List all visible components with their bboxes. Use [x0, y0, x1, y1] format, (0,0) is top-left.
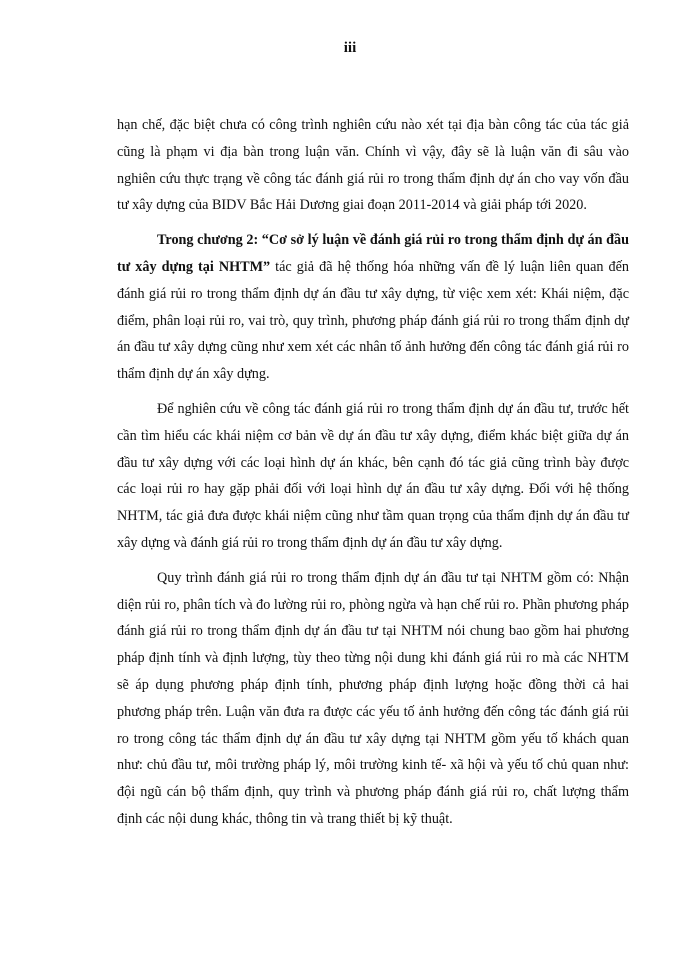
paragraph-concepts: Để nghiên cứu về công tác đánh giá rủi ro trong thẩm định dự án đầu tư, trước hết cần tìm hiểu các khái niệm cơ bản về dự án đầu tư xây dựng, điểm khác biệt giữa dự án đầu tư xây dựng với các loại hình dự án khác, bên cạnh đó tác giả cũng trình bày được các loại rủi ro hay gặp phải đối với loại hình dự án đầu tư xây dựng. Đối với hệ thống NHTM, tác giả đưa được khái niệm cũng như tầm quan trọng của thẩm định dự án đầu tư xây dựng và đánh giá rủi ro trong thẩm định dự án đầu tư xây dựng.: [117, 400, 629, 551]
document-body: [117, 112, 629, 841]
paragraph-chapter-2-summary: [117, 227, 629, 388]
chapter-2-heading-bold: Trong chương 2: “Cơ sở lý luận về đánh giá rủi ro trong thẩm định dự án đầu tư xây dựng tại NHTM”: [117, 232, 629, 275]
paragraph-text: tác giả đã hệ thống hóa những vấn đề lý luận liên quan đến đánh giá rủi ro trong thẩm định dự án đầu tư xây dựng, từ việc xem xét: Khái niệm, đặc điểm, phân loại rủi ro, vai trò, quy trình, phương pháp đánh giá rủi ro trong thẩm định dự án đầu tư xây dựng cũng như xem xét các nhân tố ảnh hưởng đến công tác đánh giá rủi ro thẩm định dự án xây dựng.: [117, 258, 629, 383]
page-number: iii: [343, 40, 357, 56]
paragraph-process: Quy trình đánh giá rủi ro trong thẩm định dự án đầu tư tại NHTM gồm có: Nhận diện rủi ro, phân tích và đo lường rủi ro, phòng ngừa và hạn chế rủi ro. Phần phương pháp đánh giá rủi ro trong thẩm định dự án đầu tư tại NHTM nói chung bao gồm hai phương pháp định tính và định lượng, tùy theo từng nội dung khi đánh giá rủi ro mà các NHTM sẽ áp dụng phương pháp định tính, phương pháp định lượng hoặc đồng thời cả hai phương pháp trên. Luận văn đưa ra được các yếu tố ảnh hưởng đến công tác đánh giá rủi ro trong công tác thẩm định dự án đầu tư xây dựng tại NHTM gồm yếu tố khách quan như: chủ đầu tư, môi trường pháp lý, môi trường kinh tế- xã hội và yếu tố chủ quan như: đội ngũ cán bộ thẩm định, quy trình và phương pháp đánh giá rủi ro, chất lượng thẩm định các nội dung khác, thông tin và trang thiết bị kỹ thuật.: [117, 569, 629, 827]
paragraph-continuation: hạn chế, đặc biệt chưa có công trình nghiên cứu nào xét tại địa bàn công tác của tác giả cũng là phạm vi địa bàn trong luận văn. Chính vì vậy, đây sẽ là luận văn đi sâu vào nghiên cứu thực trạng về công tác đánh giá rủi ro trong thẩm định dự án cho vay vốn đầu tư xây dựng của BIDV Bắc Hải Dương giai đoạn 2011-2014 và giải pháp tới 2020.: [117, 117, 629, 214]
